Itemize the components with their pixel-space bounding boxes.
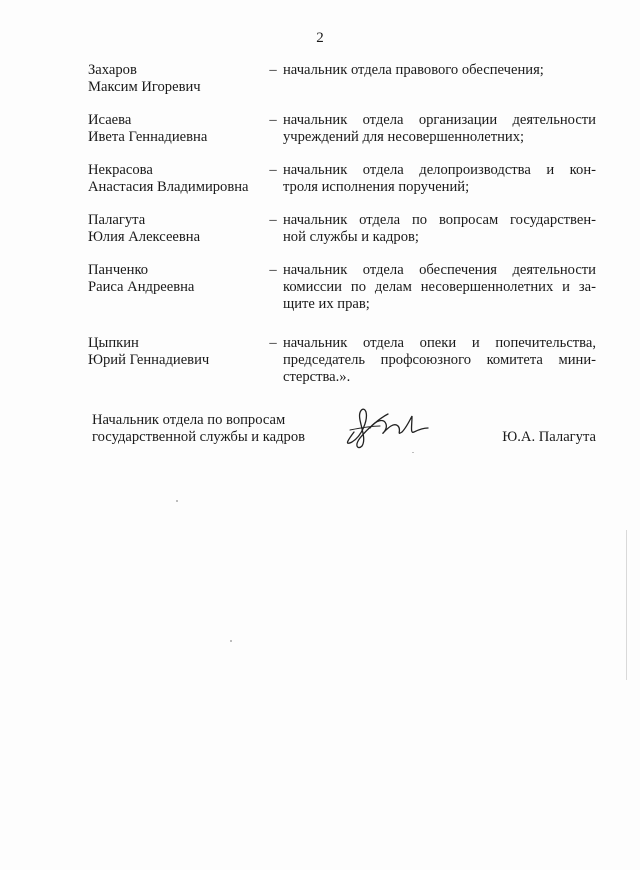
dash-separator: – <box>269 262 277 278</box>
dash-separator: – <box>269 112 277 128</box>
signature-block <box>92 412 596 446</box>
position-line: стерства.». <box>283 369 351 385</box>
member-given-name: Раиса Андреевна <box>88 279 195 295</box>
member-position <box>283 62 596 79</box>
member-given-name: Анастасия Владимировна <box>88 179 249 195</box>
member-given-name: Ивета Геннадиевна <box>88 129 208 145</box>
member-name <box>88 112 263 146</box>
member-surname: Цыпкин <box>88 335 139 351</box>
position-line: начальник отдела делопроизводства и кон- <box>283 162 596 178</box>
position-line: начальник отдела обеспечения деятельности <box>283 262 596 278</box>
member-row <box>88 112 596 146</box>
position-line: начальник отдела организации деятельности <box>283 112 596 128</box>
member-surname: Исаева <box>88 112 132 128</box>
scan-speck <box>176 500 178 502</box>
member-position <box>283 212 596 246</box>
member-row <box>88 335 596 386</box>
position-line: ной службы и кадров; <box>283 229 419 245</box>
position-line: учреждений для несовершеннолетних; <box>283 129 525 145</box>
signatory-title-line: государственной службы и кадров <box>92 429 306 445</box>
position-line: троля исполнения поручений; <box>283 179 470 195</box>
member-surname: Панченко <box>88 262 149 278</box>
scan-speck <box>230 640 232 642</box>
position-line: председатель профсоюзного комитета мини- <box>283 352 596 368</box>
member-row <box>88 212 596 246</box>
signatory-name: Ю.А. Палагута <box>502 429 596 445</box>
dash-separator: – <box>269 335 277 351</box>
member-row <box>88 62 596 96</box>
member-surname: Захаров <box>88 62 137 78</box>
member-name <box>88 162 263 196</box>
member-given-name: Юрий Геннадиевич <box>88 352 210 368</box>
dash-separator: – <box>269 212 277 228</box>
member-position <box>283 262 596 313</box>
position-line: начальник отдела правового обеспечения; <box>283 62 544 78</box>
page-number: 2 <box>316 30 324 46</box>
dash-separator: – <box>269 62 277 78</box>
member-surname: Некрасова <box>88 162 153 178</box>
handwritten-signature <box>340 402 430 452</box>
member-given-name: Максим Игоревич <box>88 79 201 95</box>
position-line: начальник отдела опеки и попечительства, <box>283 335 596 351</box>
member-name <box>88 262 263 296</box>
member-name <box>88 335 263 369</box>
scan-edge-mark <box>626 530 627 680</box>
member-row <box>88 262 596 313</box>
signatory-title-line: Начальник отдела по вопросам <box>92 412 286 428</box>
members-list <box>88 62 596 386</box>
member-position <box>283 112 596 146</box>
member-name <box>88 62 263 96</box>
member-position <box>283 162 596 196</box>
position-line: щите их прав; <box>283 296 370 312</box>
scan-speck <box>412 452 414 453</box>
member-name <box>88 212 263 246</box>
member-position <box>283 335 596 386</box>
member-given-name: Юлия Алексеевна <box>88 229 201 245</box>
position-line: комиссии по делам несовершеннолетних и за- <box>283 279 596 295</box>
dash-separator: – <box>269 162 277 178</box>
member-row <box>88 162 596 196</box>
position-line: начальник отдела по вопросам государствен- <box>283 212 596 228</box>
member-surname: Палагута <box>88 212 146 228</box>
